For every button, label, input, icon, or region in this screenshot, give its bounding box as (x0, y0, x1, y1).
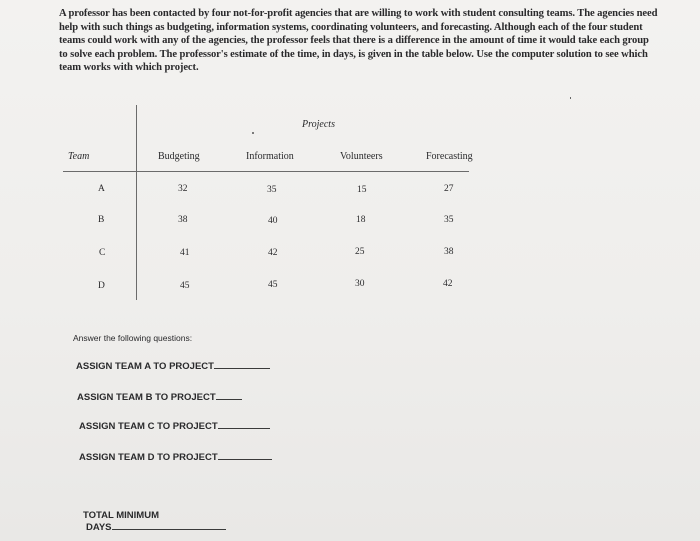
team-label-d: D (98, 281, 105, 291)
total-days-label: DAYS (86, 522, 112, 533)
table-cell: 45 (180, 281, 190, 291)
table-cell: 27 (444, 184, 454, 194)
table-cell: 18 (356, 215, 366, 225)
table-cell: 32 (178, 184, 188, 194)
team-label-b: B (98, 215, 105, 225)
answer-blank-c[interactable] (218, 420, 270, 429)
table-cell: 25 (355, 247, 365, 257)
problem-line: teams could work with any of the agencies, the professor feels that there is a difference in the amount of time it would take each group (59, 35, 649, 47)
question-team-b (77, 391, 242, 403)
answer-blank-total[interactable] (112, 521, 226, 530)
paper-speck (570, 97, 571, 99)
table-cell: 45 (268, 280, 278, 290)
answer-blank-d[interactable] (218, 451, 272, 460)
table-cell: 35 (267, 185, 277, 195)
team-column-header: Team (68, 151, 90, 162)
question-team-c (79, 420, 270, 432)
total-minimum-label: TOTAL MINIMUM (83, 510, 159, 521)
table-cell: 42 (443, 279, 453, 289)
team-label-c: C (99, 248, 106, 258)
instructions-text: Answer the following questions: (73, 333, 193, 343)
question-label: ASSIGN TEAM C TO PROJECT (79, 421, 218, 432)
table-cell: 40 (268, 216, 278, 226)
table-cell: 15 (357, 185, 367, 195)
table-cell: 38 (178, 215, 188, 225)
problem-line: team works with which project. (59, 62, 199, 74)
question-label: ASSIGN TEAM D TO PROJECT (79, 452, 218, 463)
table-cell: 30 (355, 279, 365, 289)
table-cell: 41 (180, 248, 190, 258)
table-cell: 38 (444, 247, 454, 257)
question-label: ASSIGN TEAM A TO PROJECT (76, 361, 214, 372)
team-label-a: A (98, 184, 105, 194)
paper-speck (252, 132, 254, 134)
problem-line: help with such things as budgeting, information systems, coordinating volunteers, and forecasting. Although each of the four student (59, 21, 643, 33)
problem-line: to solve each problem. The professor's estimate of the time, in days, is given in the table below. Use the computer solution to see which (59, 48, 648, 60)
problem-line: A professor has been contacted by four not-for-profit agencies that are willing to work with student consulting teams. The agencies need (59, 8, 658, 19)
column-header-budgeting: Budgeting (158, 151, 200, 162)
table-cell: 35 (444, 215, 454, 225)
table-cell: 42 (268, 248, 278, 258)
column-header-volunteers: Volunteers (340, 151, 383, 162)
question-team-d (79, 451, 272, 463)
projects-label: Projects (302, 119, 335, 130)
column-header-forecasting: Forecasting (426, 151, 473, 162)
question-team-a (76, 360, 270, 372)
problem-statement (59, 7, 669, 75)
table-vertical-divider (136, 105, 137, 300)
column-header-information: Information (246, 151, 294, 162)
answer-blank-b[interactable] (216, 391, 242, 400)
table-horizontal-divider (63, 171, 469, 172)
total-days-line (86, 521, 226, 533)
answer-blank-a[interactable] (214, 360, 270, 369)
question-label: ASSIGN TEAM B TO PROJECT (77, 392, 216, 403)
